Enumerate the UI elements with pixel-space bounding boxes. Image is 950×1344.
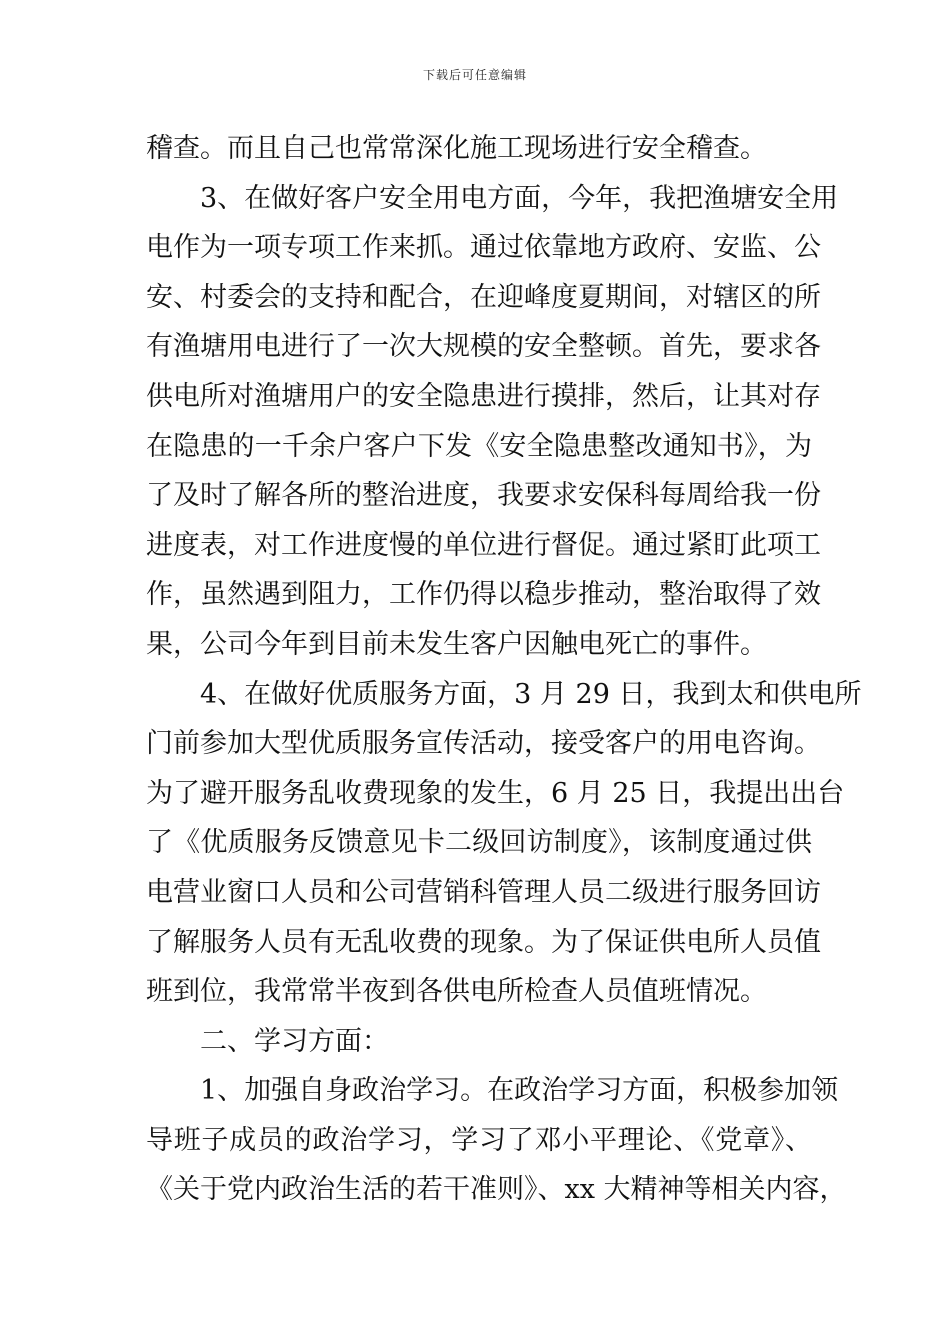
text-line: 1、加强自身政治学习。在政治学习方面，积极参加领 <box>200 1075 839 1107</box>
text-line: 在隐患的一千余户客户下发《安全隐患整改通知书》，为 <box>146 430 812 462</box>
text-line: 门前参加大型优质服务宣传活动，接受客户的用电咨询。 <box>146 728 821 760</box>
text-line: 二、学习方面： <box>200 1025 389 1057</box>
text-line: 3、在做好客户安全用电方面，今年，我把渔塘安全用 <box>200 182 839 214</box>
text-line: 了《优质服务反馈意见卡二级回访制度》，该制度通过供 <box>146 827 812 859</box>
text-line: 了及时了解各所的整治进度，我要求安保科每周给我一份 <box>146 480 821 512</box>
text-line: 有渔塘用电进行了一次大规模的安全整顿。首先，要求各 <box>146 331 821 363</box>
text-line: 4、在做好优质服务方面，3 月 29 日，我到太和供电所 <box>200 678 862 710</box>
text-line: 电作为一项专项工作来抓。通过依靠地方政府、安监、公 <box>146 232 821 264</box>
text-line: 为了避开服务乱收费现象的发生，6 月 25 日，我提出出台 <box>146 777 845 809</box>
text-line: 果，公司今年到目前未发生客户因触电死亡的事件。 <box>146 628 767 660</box>
body-text <box>146 124 862 1215</box>
text-line: 导班子成员的政治学习，学习了邓小平理论、《党章》、 <box>146 1124 812 1156</box>
header-note: 下载后可任意编辑 <box>422 68 527 82</box>
text-line: 稽查。而且自己也常常深化施工现场进行安全稽查。 <box>146 133 767 164</box>
text-line: 《关于党内政治生活的若干准则》、xx 大精神等相关内容， <box>146 1174 847 1206</box>
text-line: 班到位，我常常半夜到各供电所检查人员值班情况。 <box>146 976 767 1008</box>
text-line: 安、村委会的支持和配合，在迎峰度夏期间，对辖区的所 <box>146 281 821 313</box>
text-line: 供电所对渔塘用户的安全隐患进行摸排，然后，让其对存 <box>146 380 821 412</box>
text-line: 电营业窗口人员和公司营销科管理人员二级进行服务回访 <box>146 876 821 908</box>
text-line: 作，虽然遇到阻力，工作仍得以稳步推动，整治取得了效 <box>146 579 821 611</box>
text-line: 进度表，对工作进度慢的单位进行督促。通过紧盯此项工 <box>146 529 821 561</box>
text-line: 了解服务人员有无乱收费的现象。为了保证供电所人员值 <box>146 926 821 958</box>
